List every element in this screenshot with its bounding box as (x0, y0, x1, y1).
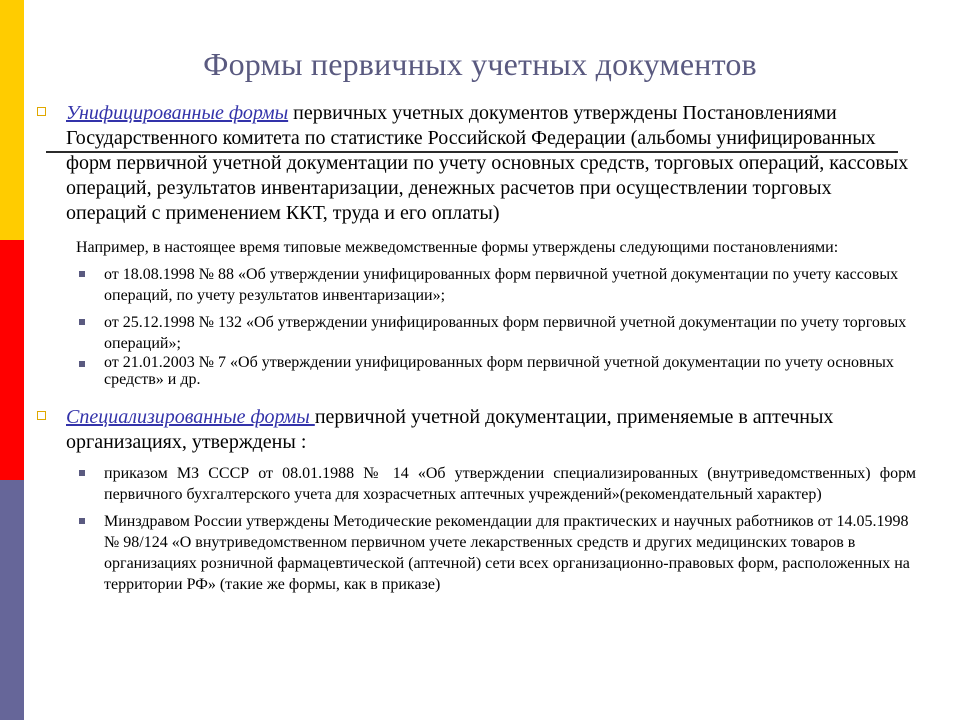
resolution-item-3-text: от 21.01.2003 № 7 «Об утверждении унифицированных форм первичной учетной документации по учету основных средств» и др. (104, 354, 894, 388)
square-bullet-icon (79, 361, 85, 367)
square-bullet-icon (79, 271, 85, 277)
unified-forms-paragraph (36, 101, 916, 226)
slide-title: Формы первичных учетных документов (203, 46, 757, 82)
order-item-2-text: Минздравом России утверждены Методические рекомендации для практических и научных работников от 14.05.1998 № 98/124 «О внутриведомственном первичном учете лекарственных средств и других медицинских товаров в организациях розничной фармацевтической (аптечной) сети всех организационно-правовых форм, расположенных на территории РФ» (такие же формы, как в приказе) (104, 513, 910, 593)
square-bullet-icon (79, 470, 85, 476)
hollow-square-bullet-icon (37, 107, 46, 116)
side-bar-red (0, 240, 24, 480)
example-note: Например, в настоящее время типовые межведомственные формы утверждены следующими постановлениями: (76, 239, 839, 256)
order-item-2 (36, 511, 916, 595)
unified-forms-text: первичных учетных документов утверждены Постановлениями Государственного комитета по статистике Российской Федерации (альбомы унифицированных форм первичной учетной документации по учету основных средств, торговых операций, кассовых операций, результатов инвентаризации, денежных расчетов при осуществлении торговых операций с применением ККТ, труда и его оплаты) (66, 102, 909, 224)
square-bullet-icon (79, 518, 85, 524)
resolution-item-2 (36, 312, 916, 354)
resolution-item-3 (36, 354, 916, 388)
resolution-item-1 (36, 264, 916, 306)
side-bar-blue (0, 480, 24, 720)
slide-content (36, 101, 916, 595)
hollow-square-bullet-icon (37, 411, 46, 420)
specialized-forms-text: первичной учетной документации, применяемые в аптечных организациях, утверждены : (66, 406, 834, 453)
specialized-forms-term: Специализированные формы (66, 406, 315, 428)
resolution-item-1-text: от 18.08.1998 № 88 «Об утверждении унифицированных форм первичной учетной документации по учету кассовых операций, по учету результатов инвентаризации»; (104, 266, 899, 304)
side-bar-yellow (0, 0, 24, 240)
order-item-1 (36, 463, 916, 505)
unified-forms-term: Унифицированные формы (66, 102, 289, 124)
resolution-item-2-text: от 25.12.1998 № 132 «Об утверждении унифицированных форм первичной учетной документации по учету торговых операций»; (104, 314, 907, 352)
specialized-forms-paragraph (36, 405, 916, 455)
order-item-1-text: приказом МЗ СССР от 08.01.1988 № 14 «Об утверждении специализированных (внутриведомственных) форм первичного бухгалтерского учета для хозрасчетных аптечных учреждений»(рекомендательный характер) (104, 465, 916, 503)
square-bullet-icon (79, 319, 85, 325)
